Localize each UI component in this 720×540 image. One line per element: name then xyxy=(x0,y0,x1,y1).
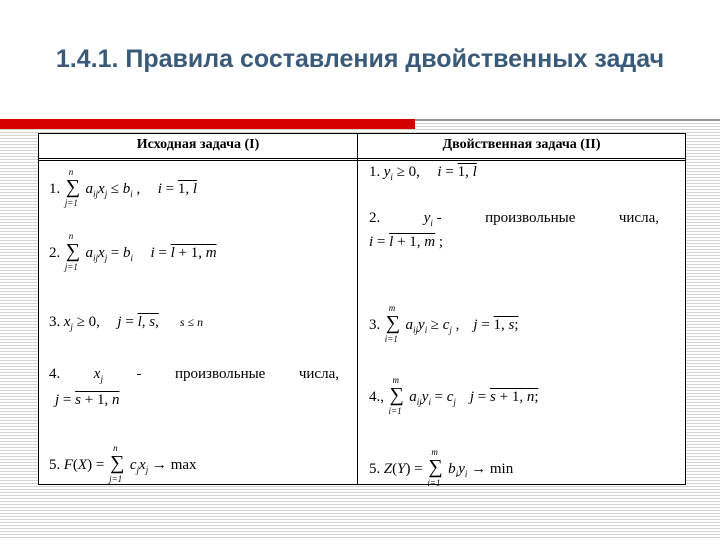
title-red-rule xyxy=(0,119,415,129)
primal-rule-1: 1. ∑ n j=1 $a_{ij}x_j \le b_i$ , i = 1, l xyxy=(49,167,198,208)
header-primal: Исходная задача (I) xyxy=(136,137,260,152)
primal-rule-3: 3. $x_j \ge 0$, j = l, s, s ≤ n xyxy=(49,314,204,332)
primal-rule-4: 4. $x_j$ - произвольные числа, j = s + 1, n xyxy=(49,366,339,408)
dual-rule-2: 2. $y_i$ - произвольные числа, i = l + 1, m ; xyxy=(369,210,659,250)
primal-rule-2: 2. ∑ n j=1 $a_{ij}x_j = b_i$ i = l + 1, m xyxy=(49,231,217,272)
dual-rule-3: 3. ∑ m i=1 $a_{ij}y_i \ge c_j$ , j = 1, s; xyxy=(369,303,519,344)
dual-rule-1: 1. $y_i \ge 0$, i = 1, l xyxy=(369,164,477,182)
rules-table xyxy=(38,133,686,488)
primal-objective: 5. F(X) = ∑ n j=1 $c_jx_j \to \max$ xyxy=(49,443,197,484)
title-gray-rule xyxy=(415,119,720,121)
table-header xyxy=(39,134,685,159)
header-dual: Двойственная задача (II) xyxy=(442,137,601,152)
page-title: 1.4.1. Правила составления двойственных задач xyxy=(55,45,665,73)
header-double-rule xyxy=(39,160,685,161)
column-divider xyxy=(357,134,358,484)
dual-objective: 5. Z(Y) = ∑ m i=1 $b_iy_i \to \min$ xyxy=(369,447,514,488)
dual-rule-4: 4., ∑ m i=1 $a_{ij}y_i = c_j$ j = s + 1, n; xyxy=(369,375,539,416)
